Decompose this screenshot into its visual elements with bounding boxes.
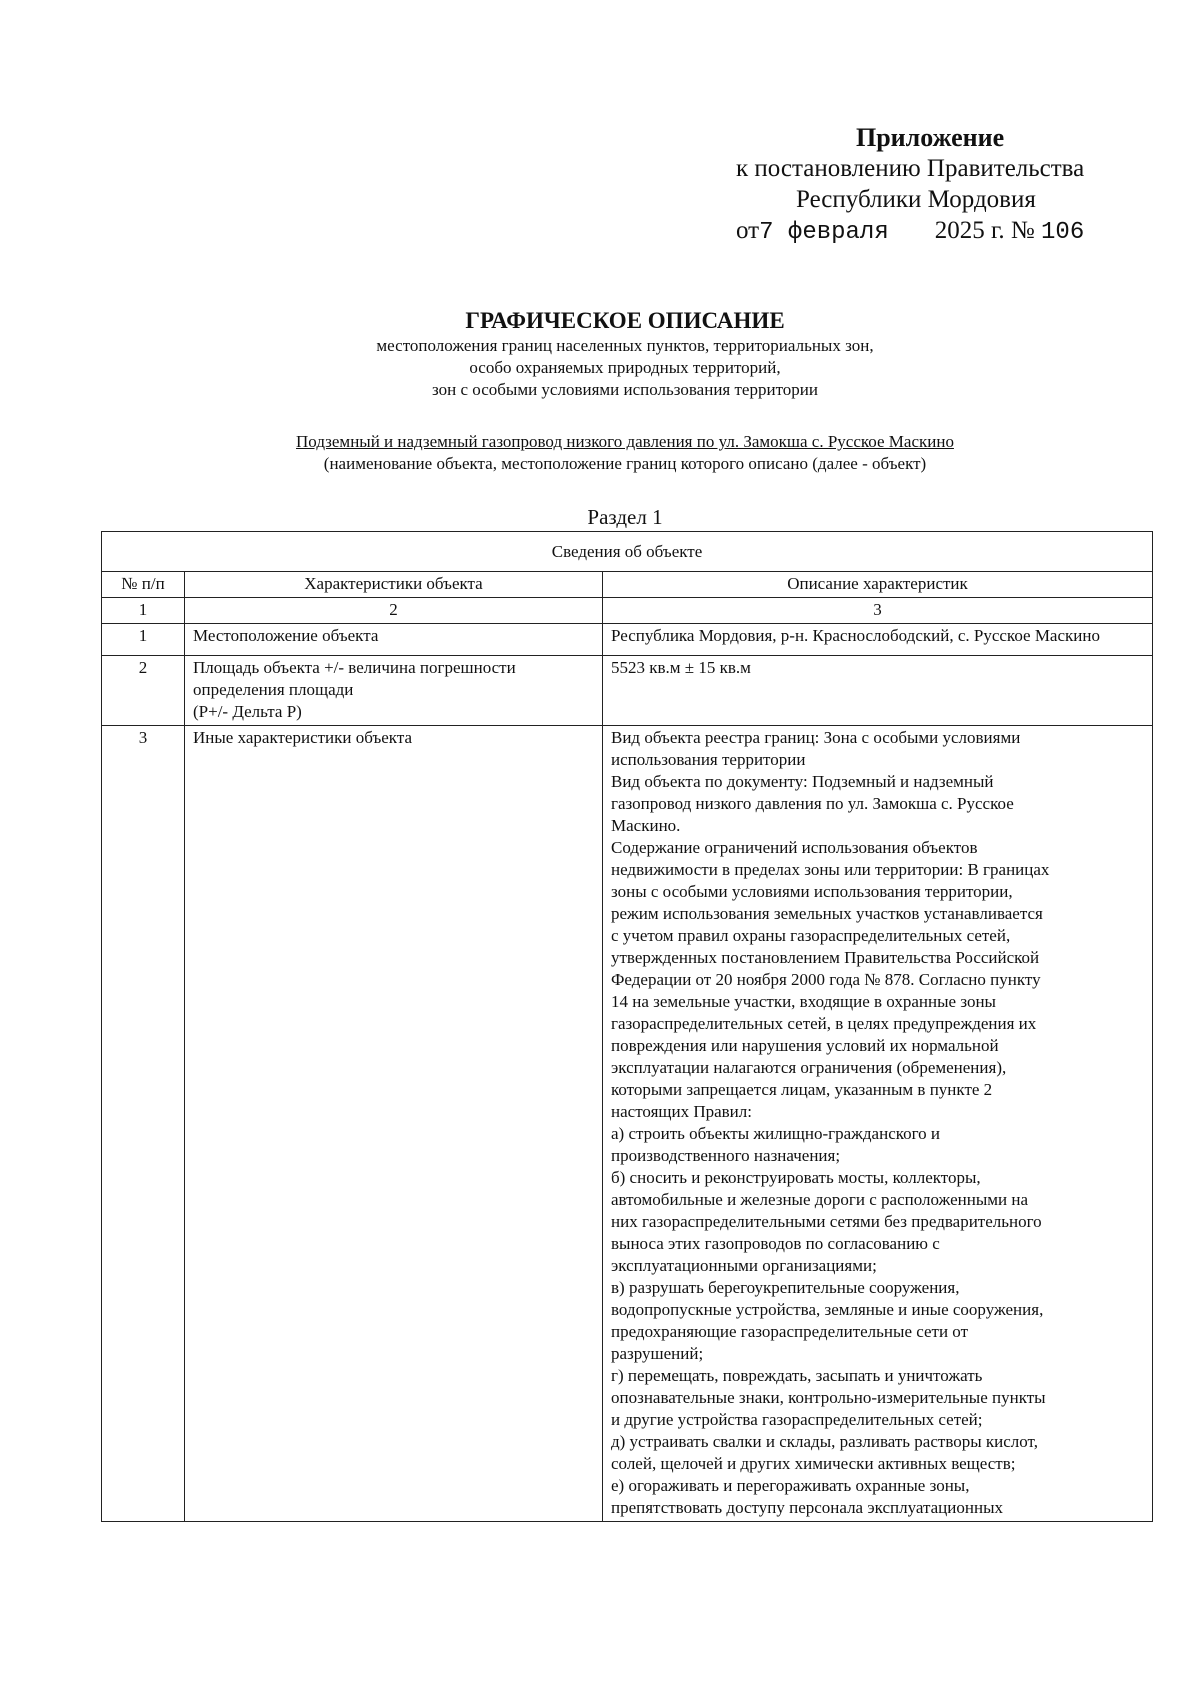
document-subtitle-2: особо охраняемых природных территорий, bbox=[469, 358, 781, 377]
row-characteristic: Площадь объекта +/- величина погрешности определения площади (P+/- Дельта P) bbox=[185, 656, 603, 726]
description-line: Федерации от 20 ноября 2000 года № 878. Согласно пункту bbox=[611, 970, 1041, 989]
row-number: 1 bbox=[102, 624, 185, 656]
date-year: 2025 г. № bbox=[934, 217, 1035, 244]
description-line: препятствовать доступу персонала эксплуатационных bbox=[611, 1498, 1003, 1517]
row-characteristic: Местоположение объекта bbox=[185, 624, 603, 656]
description-line: зоны с особыми условиями использования территории, bbox=[611, 882, 1013, 901]
description-line: газопровод низкого давления по ул. Замокша с. Русское bbox=[611, 794, 1014, 813]
object-info-table bbox=[101, 531, 1153, 1522]
row-description: Республика Мордовия, р-н. Краснослободский, с. Русское Маскино bbox=[603, 624, 1153, 656]
description-line: водопропускные устройства, земляные и иные сооружения, bbox=[611, 1300, 1044, 1319]
description-line: эксплуатационными организациями; bbox=[611, 1256, 877, 1275]
description-line: Маскино. bbox=[611, 816, 681, 835]
header-description: Описание характеристик bbox=[603, 572, 1153, 598]
header-number: № п/п bbox=[102, 572, 185, 598]
description-line: е) огораживать и перегораживать охранные зоны, bbox=[611, 1476, 970, 1495]
row-characteristic: Иные характеристики объекта bbox=[185, 726, 603, 1522]
description-line: в) разрушать берегоукрепительные сооружения, bbox=[611, 1278, 960, 1297]
appendix-block bbox=[700, 122, 1160, 248]
description-line: а) строить объекты жилищно-гражданского и bbox=[611, 1124, 941, 1143]
appendix-date bbox=[700, 215, 1160, 248]
table-row bbox=[102, 624, 1153, 656]
description-line: предохраняющие газораспределительные сети от bbox=[611, 1322, 969, 1341]
description-line: 14 на земельные участки, входящие в охранные зоны bbox=[611, 992, 996, 1011]
description-line: недвижимости в пределах зоны или территории: В границах bbox=[611, 860, 1050, 879]
description-line: с учетом правил охраны газораспределительных сетей, bbox=[611, 926, 1011, 945]
description-line: Содержание ограничений использования объектов bbox=[611, 838, 978, 857]
description-line: утвержденных постановлением Правительства Российской bbox=[611, 948, 1040, 967]
section-label: Раздел 1 bbox=[587, 505, 663, 529]
description-line: солей, щелочей и других химически активных веществ; bbox=[611, 1454, 1016, 1473]
table-row bbox=[102, 656, 1153, 726]
table-caption: Сведения об объекте bbox=[102, 532, 1153, 572]
description-line: г) перемещать, повреждать, засыпать и уничтожать bbox=[611, 1366, 983, 1385]
row-number: 3 bbox=[102, 726, 185, 1522]
description-line: автомобильные и железные дороги с расположенными на bbox=[611, 1190, 1028, 1209]
row-description: 5523 кв.м ± 15 кв.м bbox=[603, 656, 1153, 726]
description-line: Вид объекта реестра границ: Зона с особыми условиями bbox=[611, 728, 1021, 747]
description-line: разрушений; bbox=[611, 1344, 704, 1363]
object-name: Подземный и надземный газопровод низкого давления по ул. Замокша с. Русское Маскино bbox=[296, 432, 954, 451]
row-number: 2 bbox=[102, 656, 185, 726]
description-line: и другие устройства газораспределительных сетей; bbox=[611, 1410, 983, 1429]
decree-number: 106 bbox=[1041, 219, 1085, 246]
row-description bbox=[603, 726, 1153, 1522]
description-line: них газораспределительными сетями без предварительного bbox=[611, 1212, 1042, 1231]
description-line: производственного назначения; bbox=[611, 1146, 841, 1165]
description-line: б) сносить и реконструировать мосты, коллекторы, bbox=[611, 1168, 981, 1187]
description-line: которыми запрещается лицам, указанным в пункте 2 bbox=[611, 1080, 993, 1099]
description-line: настоящих Правил: bbox=[611, 1102, 752, 1121]
col-number-2: 2 bbox=[185, 598, 603, 624]
document-subtitle-1: местоположения границ населенных пунктов, территориальных зон, bbox=[376, 336, 874, 355]
description-line: повреждения или нарушения условий их нормальной bbox=[611, 1036, 999, 1055]
date-prefix: от bbox=[736, 217, 760, 244]
description-line: д) устраивать свалки и склады, разливать растворы кислот, bbox=[611, 1432, 1038, 1451]
description-line: Вид объекта по документу: Подземный и надземный bbox=[611, 772, 994, 791]
table-row bbox=[102, 726, 1153, 1522]
document-heading bbox=[100, 307, 1150, 401]
appendix-line-1: к постановлению Правительства bbox=[736, 155, 1085, 182]
header-characteristic: Характеристики объекта bbox=[185, 572, 603, 598]
description-line: использования территории bbox=[611, 750, 806, 769]
document-subtitle-3: зон с особыми условиями использования территории bbox=[432, 380, 818, 399]
description-line: эксплуатации налагаются ограничения (обременения), bbox=[611, 1058, 1007, 1077]
date-value: 7 февраля bbox=[759, 219, 889, 246]
col-number-3: 3 bbox=[603, 598, 1153, 624]
description-line: опознавательные знаки, контрольно-измерительные пункты bbox=[611, 1388, 1046, 1407]
description-line: выноса этих газопроводов по согласованию с bbox=[611, 1234, 940, 1253]
col-number-1: 1 bbox=[102, 598, 185, 624]
document-title: ГРАФИЧЕСКОЕ ОПИСАНИЕ bbox=[465, 308, 785, 333]
appendix-title: Приложение bbox=[856, 123, 1005, 152]
object-name-caption: (наименование объекта, местоположение границ которого описано (далее - объект) bbox=[323, 454, 927, 473]
appendix-line-2: Республики Мордовия bbox=[796, 186, 1036, 213]
object-name-block bbox=[100, 431, 1150, 475]
description-line: газораспределительных сетей, в целях предупреждения их bbox=[611, 1014, 1037, 1033]
description-line: режим использования земельных участков устанавливается bbox=[611, 904, 1043, 923]
